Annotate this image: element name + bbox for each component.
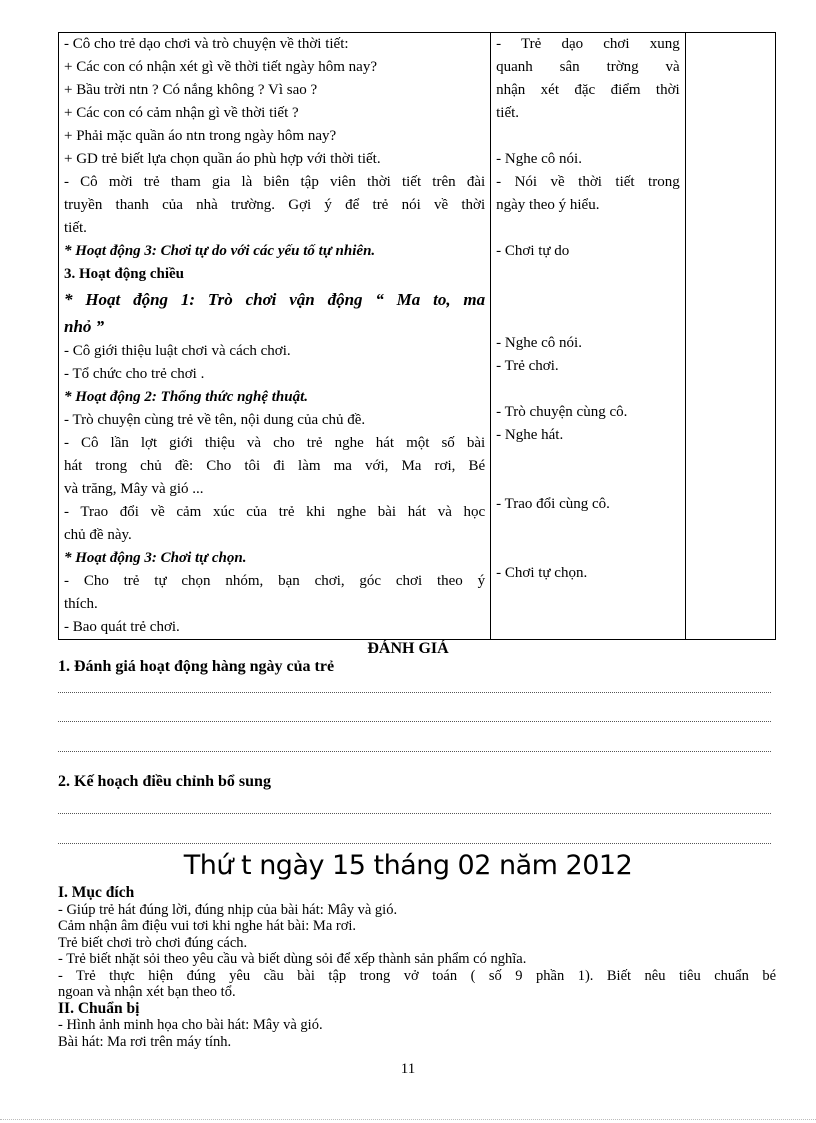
table-line: 3. Hoạt động chiều — [64, 266, 185, 282]
table-line: - Trao đổi cùng cô. — [496, 496, 610, 512]
day-title: Thứ t ngày 15 tháng 02 năm 2012 — [183, 850, 633, 881]
child-activities-cell — [491, 33, 686, 640]
table-line — [496, 516, 680, 539]
table-line: - Bao quát trẻ chơi. — [64, 619, 180, 635]
page-number: 11 — [400, 1061, 416, 1077]
table-line: thích. — [64, 596, 98, 612]
table-line: quanh sân trờng và — [496, 59, 680, 75]
table-line: + GD trẻ biết lựa chọn quần áo phù hợp với thời tiết. — [64, 151, 381, 167]
table-line: tiết. — [64, 220, 87, 236]
dotted-line — [58, 843, 771, 844]
evaluation-section-1: 1. Đánh giá hoạt động hàng ngày của trẻ — [58, 658, 335, 675]
table-line: - Cho trẻ tự chọn nhóm, bạn chơi, góc chơi theo ý — [64, 573, 486, 589]
lesson-section-heading: I. Mục đích — [58, 884, 135, 901]
table-line: + Phải mặc quần áo ntn trong ngày hôm nay? — [64, 128, 337, 144]
table-line: hát trong chủ đề: Cho tôi đi làm ma với, Ma rơi, Bé — [64, 458, 486, 474]
table-line: và trăng, Mây và gió ... — [64, 481, 204, 497]
footer-dotted-line — [0, 1119, 816, 1120]
lesson-line: - Trẻ thực hiện đúng yêu cầu bài tập trong vở toán ( số 9 phần 1). Biết nêu tiêu chuẩn bé — [58, 967, 776, 984]
table-line: * Hoạt động 2: Thổng thức nghệ thuật. — [64, 389, 309, 405]
lesson-section-heading: II. Chuẩn bị — [58, 999, 140, 1017]
table-line: - Trẻ chơi. — [496, 358, 559, 374]
table-line: - Cô giới thiệu luật chơi và cách chơi. — [64, 343, 291, 359]
table-line: nhận xét đặc điểm thời — [496, 82, 680, 98]
table-line — [496, 470, 680, 493]
table-line: tiết. — [496, 105, 520, 121]
evaluation-heading: ĐÁNH GIÁ — [367, 640, 449, 657]
table-line: * Hoạt động 1: Trò chơi vận động “ Ma to, ma — [64, 290, 486, 309]
table-line: + Các con có nhận xét gì về thời tiết ngày hôm nay? — [64, 59, 377, 75]
dotted-line — [58, 813, 771, 814]
table-line: + Bầu trời ntn ? Có nắng không ? Vì sao ? — [64, 82, 318, 98]
lesson-line: - Giúp trẻ hát đúng lời, đúng nhịp của bài hát: Mây và gió. — [58, 901, 398, 918]
lesson-line: Trẻ biết chơi trò chơi đúng cách. — [58, 934, 248, 951]
table-line: * Hoạt động 3: Chơi tự chọn. — [64, 550, 247, 566]
activity-table — [58, 32, 776, 640]
table-line — [496, 378, 680, 401]
table-line — [496, 125, 680, 148]
table-line: - Trò chuyện cùng trẻ về tên, nội dung của chủ đề. — [64, 412, 366, 428]
table-line: - Chơi tự chọn. — [496, 565, 588, 581]
table-line: - Cô lần lợt giới thiệu và cho trẻ nghe hát một số bài — [64, 435, 486, 451]
lesson-line: ngoan và nhận xét bạn theo tổ. — [58, 984, 236, 1000]
table-line: - Tổ chức cho trẻ chơi . — [64, 366, 205, 382]
table-line — [496, 286, 680, 309]
table-line: truyền thanh của nhà trường. Gợi ý để trẻ nói về thời — [64, 197, 486, 213]
table-line: chủ đề này. — [64, 527, 132, 543]
table-line — [496, 217, 680, 240]
table-line: - Trao đổi về cảm xúc của trẻ khi nghe bài hát và học — [64, 504, 486, 520]
table-line — [496, 447, 680, 470]
table-line: + Các con có cảm nhận gì về thời tiết ? — [64, 105, 299, 121]
table-line: - Trẻ dạo chơi xung — [496, 36, 680, 52]
evaluation-section-2: 2. Kế hoạch điều chỉnh bổ sung — [58, 773, 271, 790]
dotted-line — [58, 721, 771, 722]
table-line: - Chơi tự do — [496, 243, 570, 259]
table-line: - Cô cho trẻ dạo chơi và trò chuyện về thời tiết: — [64, 36, 349, 52]
notes-cell — [685, 33, 775, 640]
dotted-line — [58, 692, 771, 693]
table-line — [496, 263, 680, 286]
table-line: ngày theo ý hiểu. — [496, 197, 600, 213]
dotted-line — [58, 751, 771, 752]
table-line: * Hoạt động 3: Chơi tự do với các yếu tố tự nhiên. — [64, 243, 376, 259]
table-line — [496, 309, 680, 332]
table-line: - Nói về thời tiết trong — [496, 174, 680, 190]
table-line: nhỏ ” — [64, 317, 105, 336]
table-line: - Nghe cô nói. — [496, 151, 582, 167]
table-line — [496, 539, 680, 562]
table-line: - Cô mời trẻ tham gia là biên tập viên thời tiết trên đài — [64, 174, 486, 190]
lesson-line: Cảm nhận âm điệu vui tơi khi nghe hát bài: Ma rơi. — [58, 918, 357, 934]
lesson-line: Bài hát: Ma rơi trên máy tính. — [58, 1033, 232, 1050]
table-line: - Trò chuyện cùng cô. — [496, 404, 628, 420]
table-line: - Nghe cô nói. — [496, 335, 582, 351]
teacher-activities-cell — [59, 33, 491, 640]
lesson-line: - Trẻ biết nhặt sỏi theo yêu cầu và biết dùng sỏi để xếp thành sản phẩm có nghĩa. — [58, 951, 527, 967]
lesson-plan-body — [58, 885, 776, 1050]
lesson-line: - Hình ảnh minh họa cho bài hát: Mây và gió. — [58, 1017, 323, 1033]
table-line: - Nghe hát. — [496, 427, 564, 443]
